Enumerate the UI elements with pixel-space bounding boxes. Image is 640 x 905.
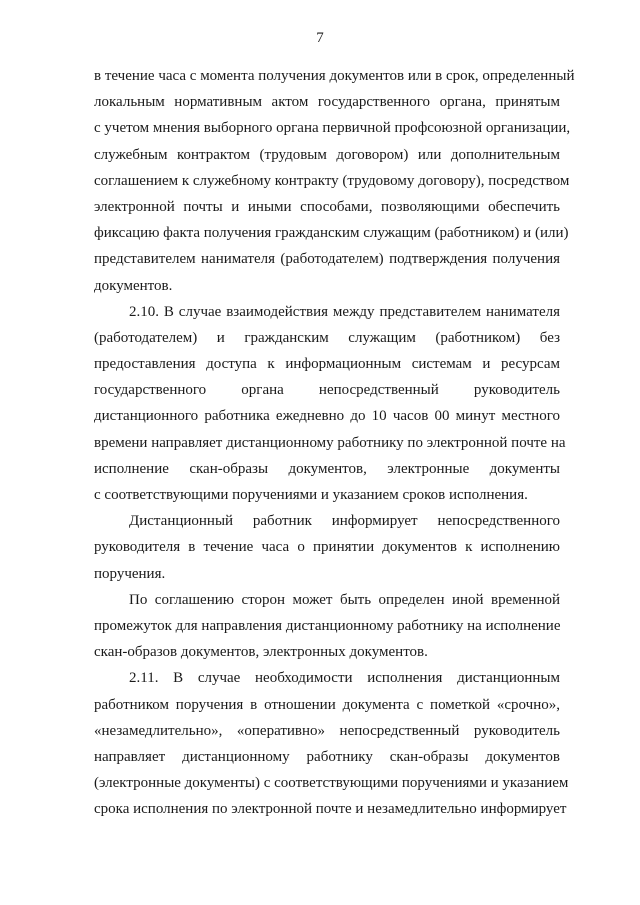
text-line: в течение часа с момента получения документов или в срок, определенный — [94, 68, 575, 84]
text-line: с учетом мнения выборного органа первичной профсоюзной организации, — [94, 120, 571, 137]
document-body — [94, 63, 575, 822]
text-line: дистанционного работника ежедневно до 10 часов 00 минут местного — [94, 408, 560, 425]
text-line: представителем нанимателя (работодателем) подтверждения получения — [94, 251, 560, 268]
text-line: локальным нормативным актом государственного органа, принятым — [94, 94, 560, 111]
text-line: предоставления доступа к информационным системам и ресурсам — [94, 356, 560, 373]
text-line: По соглашению сторон может быть определен иной временной — [129, 591, 560, 608]
text-line: государственного органа непосредственный руководитель — [94, 382, 560, 399]
page-number: 7 — [316, 30, 324, 46]
text-line: (электронные документы) с соответствующими поручениями и указанием — [94, 775, 569, 792]
text-line: поручения. — [94, 565, 166, 582]
text-line: 2.10. В случае взаимодействия между представителем нанимателя — [129, 303, 560, 320]
text-line: исполнение скан-образы документов, электронные документы — [94, 460, 560, 477]
text-line: (работодателем) и гражданским служащим (работником) без — [94, 329, 560, 346]
text-line: с соответствующими поручениями и указанием сроков исполнения. — [94, 487, 528, 503]
text-line: соглашением к служебному контракту (трудовому договору), посредством — [94, 172, 570, 189]
text-line: скан-образов документов, электронных документов. — [94, 644, 428, 661]
text-line: промежуток для направления дистанционному работнику на исполнение — [94, 617, 561, 634]
text-line: «незамедлительно», «оперативно» непосредственный руководитель — [94, 722, 560, 739]
text-line: фиксацию факта получения гражданским служащим (работником) и (или) — [94, 225, 569, 242]
text-line: электронной почты и иными способами, позволяющими обеспечить — [94, 198, 560, 215]
text-line: срока исполнения по электронной почте и незамедлительно информирует — [94, 801, 567, 818]
text-line: направляет дистанционному работнику скан-образы документов — [94, 748, 560, 765]
text-line: документов. — [94, 277, 173, 294]
text-line: руководителя в течение часа о принятии документов к исполнению — [94, 539, 560, 556]
text-line: времени направляет дистанционному работнику по электронной почте на — [94, 434, 566, 451]
text-line: Дистанционный работник информирует непосредственного — [129, 513, 560, 530]
text-line: работником поручения в отношении документа с пометкой «срочно», — [94, 696, 560, 713]
text-line: служебным контрактом (трудовым договором) или дополнительным — [94, 146, 560, 163]
text-line: 2.11. В случае необходимости исполнения дистанционным — [129, 670, 560, 687]
